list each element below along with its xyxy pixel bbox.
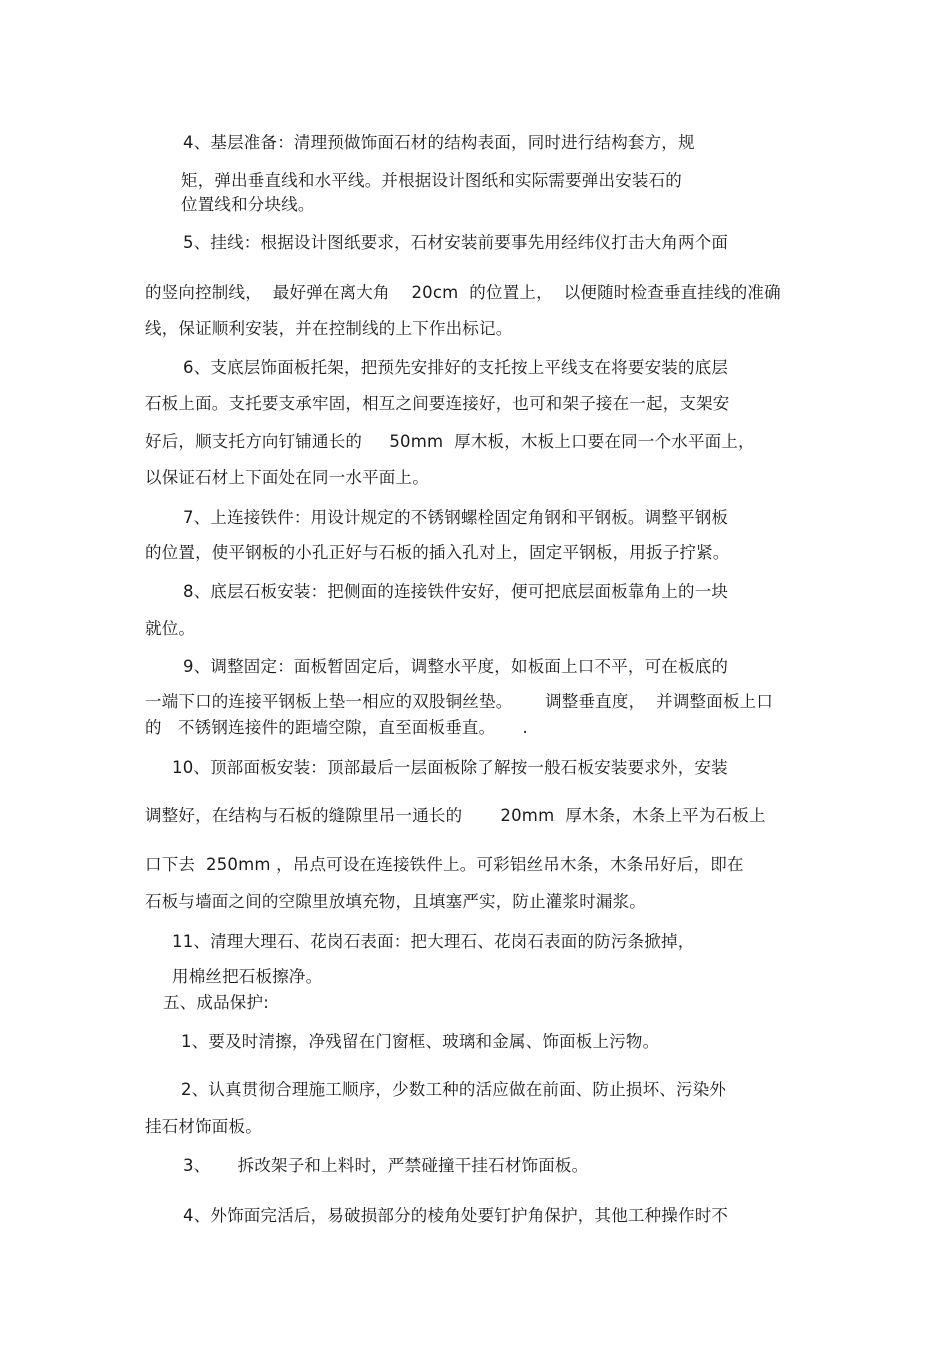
text-line: 5、挂线：根据设计图纸要求，石材安装前要事先用经纬仪打击大角两个面 — [183, 233, 729, 252]
text-line: 以保证石材上下面处在同一水平面上。 — [145, 468, 429, 487]
text-line: 一端下口的连接平钢板上垫一相应的双股铜丝垫。 调整垂直度， 并调整面板上口 — [145, 692, 774, 711]
text-line: 3、 拆改架子和上料时，严禁碰撞干挂石材饰面板。 — [183, 1156, 589, 1175]
text-line: 线，保证顺利安装，并在控制线的上下作出标记。 — [145, 319, 513, 338]
text-line: 4、基层准备：清理预做饰面石材的结构表面，同时进行结构套方，规 — [183, 133, 695, 152]
text-line: 调整好，在结构与石板的缝隙里吊一通长的 20mm 厚木条，木条上平为石板上 — [145, 806, 766, 825]
text-line: 矩，弹出垂直线和水平线。并根据设计图纸和实际需要弹出安装石的 — [181, 171, 682, 190]
text-line: 口下去 250mm ，吊点可设在连接铁件上。可彩铝丝吊木条，木条吊好后，即在 — [145, 855, 744, 874]
text-line: 位置线和分块线。 — [181, 195, 315, 214]
text-line: 好后，顺支托方向钉铺通长的 50mm 厚木板，木板上口要在同一个水平面上， — [145, 432, 755, 451]
text-line: 石板与墙面之间的空隙里放填充物，且填塞严实，防止灌浆时漏浆。 — [145, 892, 646, 911]
text-line: 就位。 — [145, 619, 196, 638]
text-line: 11、清理大理石、花岗石表面：把大理石、花岗石表面的防污条掀掉， — [172, 932, 695, 951]
section-heading: 五、成品保护: — [163, 993, 269, 1012]
text-line: 10、顶部面板安装：顶部最后一层面板除了解按一般石板安装要求外，安装 — [172, 758, 728, 777]
text-line: 7、上连接铁件：用设计规定的不锈钢螺栓固定角钢和平钢板。调整平钢板 — [183, 508, 729, 527]
text-line: 4、外饰面完活后，易破损部分的棱角处要钉护角保护，其他工种操作时不 — [183, 1206, 729, 1225]
text-line: 用棉丝把石板擦净。 — [172, 967, 323, 986]
text-line: 石板上面。支托要支承牢固，相互之间要连接好，也可和架子接在一起，支架安 — [145, 394, 730, 413]
text-line: 的竖向控制线， 最好弹在离大角 20cm 的位置上， 以便随时检查垂直挂线的准确 — [145, 283, 781, 302]
text-line: 的位置，使平钢板的小孔正好与石板的插入孔对上，固定平钢板，用扳子拧紧。 — [145, 543, 730, 562]
text-line: 的 不锈钢连接件的距墙空隙，直至面板垂直。 . — [145, 718, 529, 737]
text-line: 挂石材饰面板。 — [145, 1117, 262, 1136]
text-line: 2、认真贯彻合理施工顺序，少数工种的活应做在前面、防止损坏、污染外 — [181, 1080, 727, 1099]
text-line: 6、支底层饰面板托架，把预先安排好的支托按上平线支在将要安装的底层 — [183, 358, 729, 377]
text-line: 8、底层石板安装：把侧面的连接铁件安好，便可把底层面板靠角上的一块 — [183, 582, 729, 601]
text-line: 9、调整固定：面板暂固定后，调整水平度，如板面上口不平，可在板底的 — [183, 657, 729, 676]
text-line: 1、要及时清擦，净残留在门窗框、玻璃和金属、饰面板上污物。 — [181, 1032, 660, 1051]
